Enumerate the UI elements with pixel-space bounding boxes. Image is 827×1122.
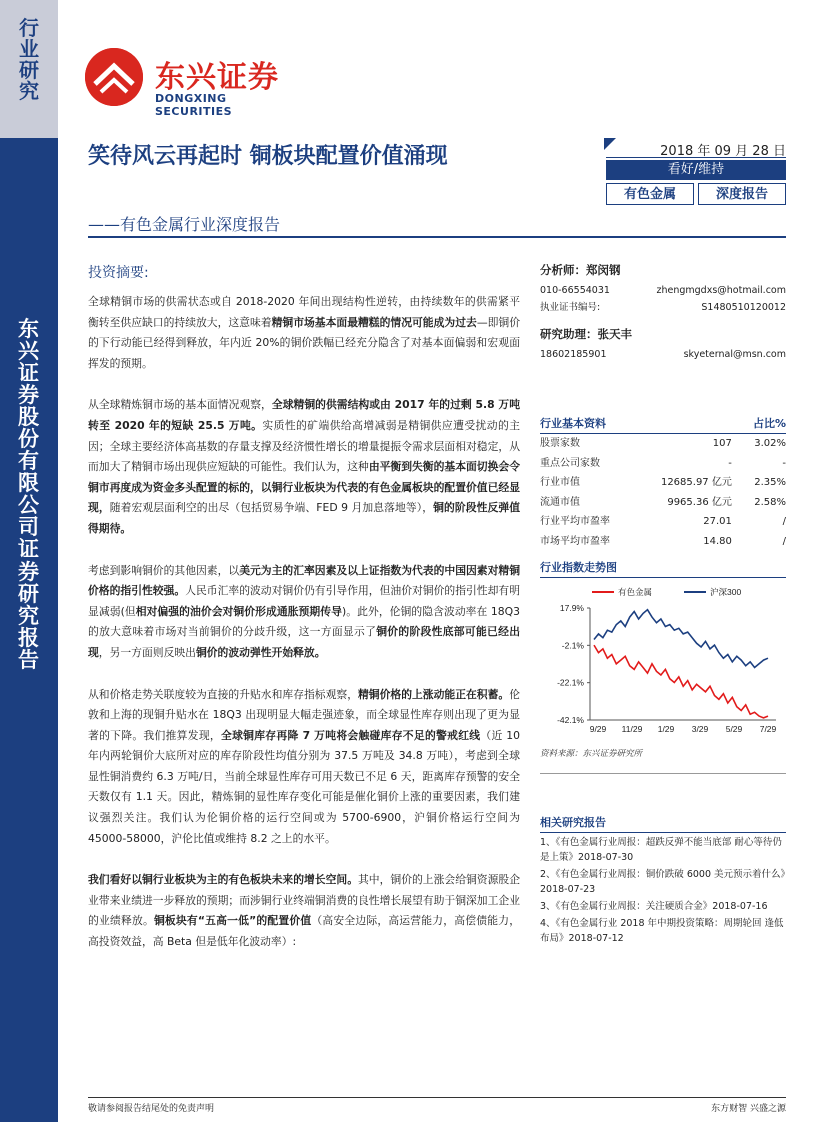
related-report-item[interactable]: [540, 899, 786, 914]
org-char: 券: [18, 383, 40, 408]
basics-pct: /: [782, 535, 786, 547]
category-char: 究: [19, 79, 39, 103]
assistant-phone: 18602185901: [540, 349, 607, 360]
org-char: 研: [18, 581, 40, 606]
summary-paragraph: [88, 395, 520, 539]
basics-label: 流通市值: [540, 496, 580, 508]
basics-title: 行业基本资料: [540, 417, 606, 430]
chart-x-tick-label: 11/29: [621, 724, 643, 734]
basics-value: 27.01: [703, 516, 732, 527]
chart-y-tick-label: -2.1%: [561, 640, 584, 651]
body-text: 实质性的矿端供给高增减弱是精铜供应遭受扰动的主因；全球主要经济体高基数的存量支撑及经济惯性增长的增量提振令需求层面相对稳定，从而加大了精铜市场出现供应短缺的可能性。我们认为，这种: [88, 418, 520, 474]
footer-slogan: 东方财智 兴盛之源: [711, 1104, 786, 1114]
license-number: S1480510120012: [701, 302, 786, 313]
basics-row: [540, 434, 786, 454]
basics-row: [540, 454, 786, 474]
related-report-title: 2、《有色金属行业周报：铜价跌破 6000 美元预示着什么》: [540, 869, 791, 880]
basics-table: [540, 434, 786, 551]
basics-row: [540, 473, 786, 493]
logo-text-en: DONGXING SECURITIES: [155, 92, 233, 118]
industry-tag: 有色金属: [606, 183, 694, 205]
emphasis-text: 铜板块有“五高一低”的配置价值: [153, 914, 312, 928]
emphasis-text: 精铜市场基本面最糟糕的情况可能成为过去: [271, 315, 477, 329]
org-char: 证: [18, 361, 40, 386]
org-char: 份: [18, 427, 40, 452]
summary-paragraphs: [88, 292, 520, 953]
body-text: 随着宏观层面利空的出尽（包括贸易争端、FED 9 月加息落地等），: [109, 501, 434, 515]
date-divider: [606, 157, 786, 158]
org-char: 究: [18, 603, 40, 628]
basics-label: 股票家数: [540, 438, 580, 449]
body-text: 考虑到影响铜价的其他因素，以: [88, 563, 240, 577]
basics-label: 行业市值: [540, 477, 580, 488]
related-report-date: 2018-07-16: [712, 901, 768, 912]
summary-paragraph: [88, 292, 520, 374]
related-title: 相关研究报告: [540, 816, 606, 829]
report-category-label: [0, 18, 58, 102]
index-trend-chart: [540, 582, 786, 745]
org-char: 司: [18, 515, 40, 540]
report-subtitle: ——有色金属行业深度报告: [88, 215, 281, 234]
org-char: 兴: [18, 339, 40, 364]
report-type-tag: 深度报告: [698, 183, 786, 205]
chart-x-tick-label: 3/29: [691, 724, 709, 734]
basics-value: -: [728, 457, 732, 469]
emphasis-text: 铜价的波动弹性开始释放。: [195, 645, 326, 659]
org-char: 证: [18, 537, 40, 562]
summary-paragraph: [88, 685, 520, 850]
report-title: 笑待风云再起时 铜板块配置价值涌现: [88, 144, 448, 169]
chart-y-tick-label: -22.1%: [557, 677, 584, 688]
chart-legend-label: 沪深300: [710, 587, 742, 597]
basics-pct: 2.58%: [754, 496, 786, 508]
category-char: 业: [19, 37, 39, 61]
assistant-email[interactable]: skyeternal@msn.com: [683, 349, 786, 360]
chart-svg: [540, 582, 786, 742]
basics-label: 行业平均市盈率: [540, 516, 610, 527]
license-label: 执业证书编号:: [540, 302, 601, 313]
logo-emblem-icon: [85, 48, 143, 106]
company-logo: [85, 48, 300, 118]
org-char: 告: [18, 647, 40, 672]
related-report-title: 4、《有色金属行业 2018 年中期投资策略：周期轮回 逢低布局》: [540, 918, 784, 944]
body-text: —即铜价的下行动能已经得到释放，年内近 20%的铜价跌幅已经充分隐含了对基本面偏弱和宏观面挥发的预期。: [88, 315, 521, 370]
analyst-name: 分析师：郑闵钢: [540, 263, 621, 277]
chart-source: 资料来源：东兴证券研究所: [540, 747, 786, 774]
emphasis-text: 全球铜库存再降 7 万吨将会触碰库存不足的警戒红线: [220, 728, 481, 742]
sidebar-category-band: [0, 0, 58, 138]
chart-x-tick-label: 1/29: [657, 724, 675, 734]
related-report-item[interactable]: [540, 916, 786, 946]
basics-value: 12685.97 亿元: [660, 477, 732, 488]
trend-heading: [540, 559, 786, 578]
trend-title: 行业指数走势图: [540, 561, 617, 574]
analyst-email[interactable]: zhengmgdxs@hotmail.com: [656, 285, 786, 296]
org-char: 东: [18, 317, 40, 341]
emphasis-text: 美元为主的汇率因素及以上证指数为代表的中国因素对精铜价格的指引性较强。: [88, 563, 520, 598]
basics-row: [540, 493, 786, 513]
sidebar-org-band: [0, 138, 58, 1122]
org-char: 有: [18, 449, 40, 474]
logo-text-cn: 东兴证券: [155, 60, 279, 95]
summary-paragraph: [88, 561, 520, 664]
body-text: 人民币汇率的波动对铜价仍有引导作用，但油价对铜价的指引性却有明显减弱(但: [88, 584, 520, 618]
related-report-title: 1、《有色金属行业周报：超跌反弹不能当底部 耐心等待仍是上策》: [540, 837, 782, 863]
body-text: （近 10 年内两轮铜价大底所对应的库存阶段性均值分别为 37.5 万吨及 34.8 万吨），考虑到全球显性铜消费约 6.3 万吨/日，当前全球显性库存可用天数已不足 6 天，距离库存预警的安全天数仅有 1.1 天。因此，精炼铜的显性库存变化可能是催化铜价上涨的重要因素，我们建议强烈关注。我们认为伦铜价格的运行空间或为 5700-6900，沪铜价格运行空间为 45000-58000，沪伦比值或维持 8.2 之上的水平。: [88, 728, 521, 845]
summary-paragraph: [88, 870, 520, 952]
category-char: 行: [19, 16, 39, 40]
related-report-date: 2018-07-23: [540, 884, 596, 895]
body-text: 伦敦和上海的现铜升贴水在 18Q3 出现明显大幅走强迹象，而全球显性库存则出现了更为显著的下降。我们推算发现，: [88, 687, 520, 742]
basics-value: 9965.36 亿元: [667, 496, 732, 508]
basics-heading: [540, 415, 786, 434]
basics-value: 14.80: [703, 535, 732, 547]
analyst-phone: 010-66554031: [540, 285, 610, 296]
related-report-date: 2018-07-12: [568, 933, 624, 944]
emphasis-text: 铜价的阶段性底部可能已经出现: [88, 625, 521, 659]
emphasis-text: 由平衡到失衡的基本面切换会令铜市再度成为资金多头配置的标的，以铜行业板块为代表的有色金属板块的配置价值已经显现，: [88, 460, 521, 515]
body-text: 从和价格走势关联度较为直接的升贴水和库存指标观察，: [88, 687, 358, 701]
title-divider: [88, 236, 786, 238]
basics-row: [540, 512, 786, 532]
basics-pct-header: 占比%: [752, 417, 786, 430]
related-report-title: 3、《有色金属行业周报：关注硬质合金》: [540, 901, 713, 912]
body-text: 其中，铜价的上涨会给铜资源股企业带来业绩进一步释放的预期；而涉铜行业终端铜消费的良性增长展望有助于铜深加工企业的业绩释放。: [88, 873, 520, 928]
body-text: 全球精铜市场的供需状态或自 2018-2020 年间出现结构性逆转，由持续数年的供需紧平衡转至供应缺口的持续放大，这意味着: [88, 295, 520, 329]
body-text: ，另一方面则反映出: [98, 645, 196, 659]
org-char: 公: [18, 493, 40, 518]
rating-badge: 看好/维持: [606, 160, 786, 180]
basics-row: [540, 532, 786, 552]
emphasis-text: 铜的阶段性反弹值得期待。: [88, 501, 521, 535]
emphasis-text: 精铜价格的上涨动能正在积蓄。: [358, 687, 510, 701]
related-report-item[interactable]: [540, 867, 791, 897]
related-reports-list: [540, 835, 791, 946]
basics-pct: -: [782, 457, 786, 469]
chart-y-tick-label: 17.9%: [559, 603, 584, 613]
org-char: 券: [18, 559, 40, 584]
chart-series-line: [594, 610, 768, 668]
summary-section: [88, 262, 520, 974]
sidebar-info-column: [540, 262, 791, 946]
related-heading: [540, 814, 786, 833]
chart-legend-label: 有色金属: [618, 587, 653, 597]
related-report-item[interactable]: [540, 835, 786, 865]
footer-divider: [88, 1097, 786, 1098]
basics-value: 107: [712, 438, 732, 449]
org-name-vertical: [0, 318, 58, 671]
emphasis-text: 相对偏强的油价会对铜价形成通胀预期传导: [135, 604, 342, 618]
basics-pct: 3.02%: [754, 438, 786, 449]
body-text: )。此外，伦铜的隐含波动率在 18Q3 的放大意味着市场对当前铜价的分歧升级，这一方面显示了: [88, 604, 520, 639]
chart-series-line: [594, 645, 768, 718]
footer-disclaimer: 敬请参阅报告结尾处的免责声明: [88, 1104, 215, 1114]
emphasis-text: 我们看好以铜行业板块为主的有色板块未来的增长空间。: [88, 873, 358, 887]
report-date: 2018 年 09 月 28 日: [660, 144, 786, 159]
org-char: 报: [18, 625, 40, 650]
assistant-name: 研究助理：张天丰: [540, 327, 632, 341]
org-char: 股: [18, 405, 40, 430]
basics-label: 市场平均市盈率: [540, 535, 610, 547]
chart-y-tick-label: -42.1%: [557, 715, 584, 725]
body-text: （高安全边际，高运营能力，高偿债能力，高投资效益，高 Beta 但是低年化波动率）:: [88, 914, 520, 949]
related-report-date: 2018-07-30: [578, 852, 634, 863]
basics-label: 重点公司家数: [540, 457, 600, 469]
chart-x-tick-label: 7/29: [759, 724, 777, 734]
summary-heading: 投资摘要:: [88, 265, 149, 281]
chart-x-tick-label: 5/29: [725, 724, 743, 734]
basics-pct: /: [782, 516, 786, 527]
emphasis-text: 全球精铜的供需结构或由 2017 年的过剩 5.8 万吨转至 2020 年的短缺 25.5 万吨。: [88, 398, 521, 432]
basics-pct: 2.35%: [754, 477, 786, 488]
org-char: 限: [18, 471, 40, 496]
body-text: 从全球精炼铜市场的基本面情况观察，: [88, 398, 272, 412]
chart-x-tick-label: 9/29: [589, 724, 607, 734]
category-char: 研: [19, 58, 39, 82]
